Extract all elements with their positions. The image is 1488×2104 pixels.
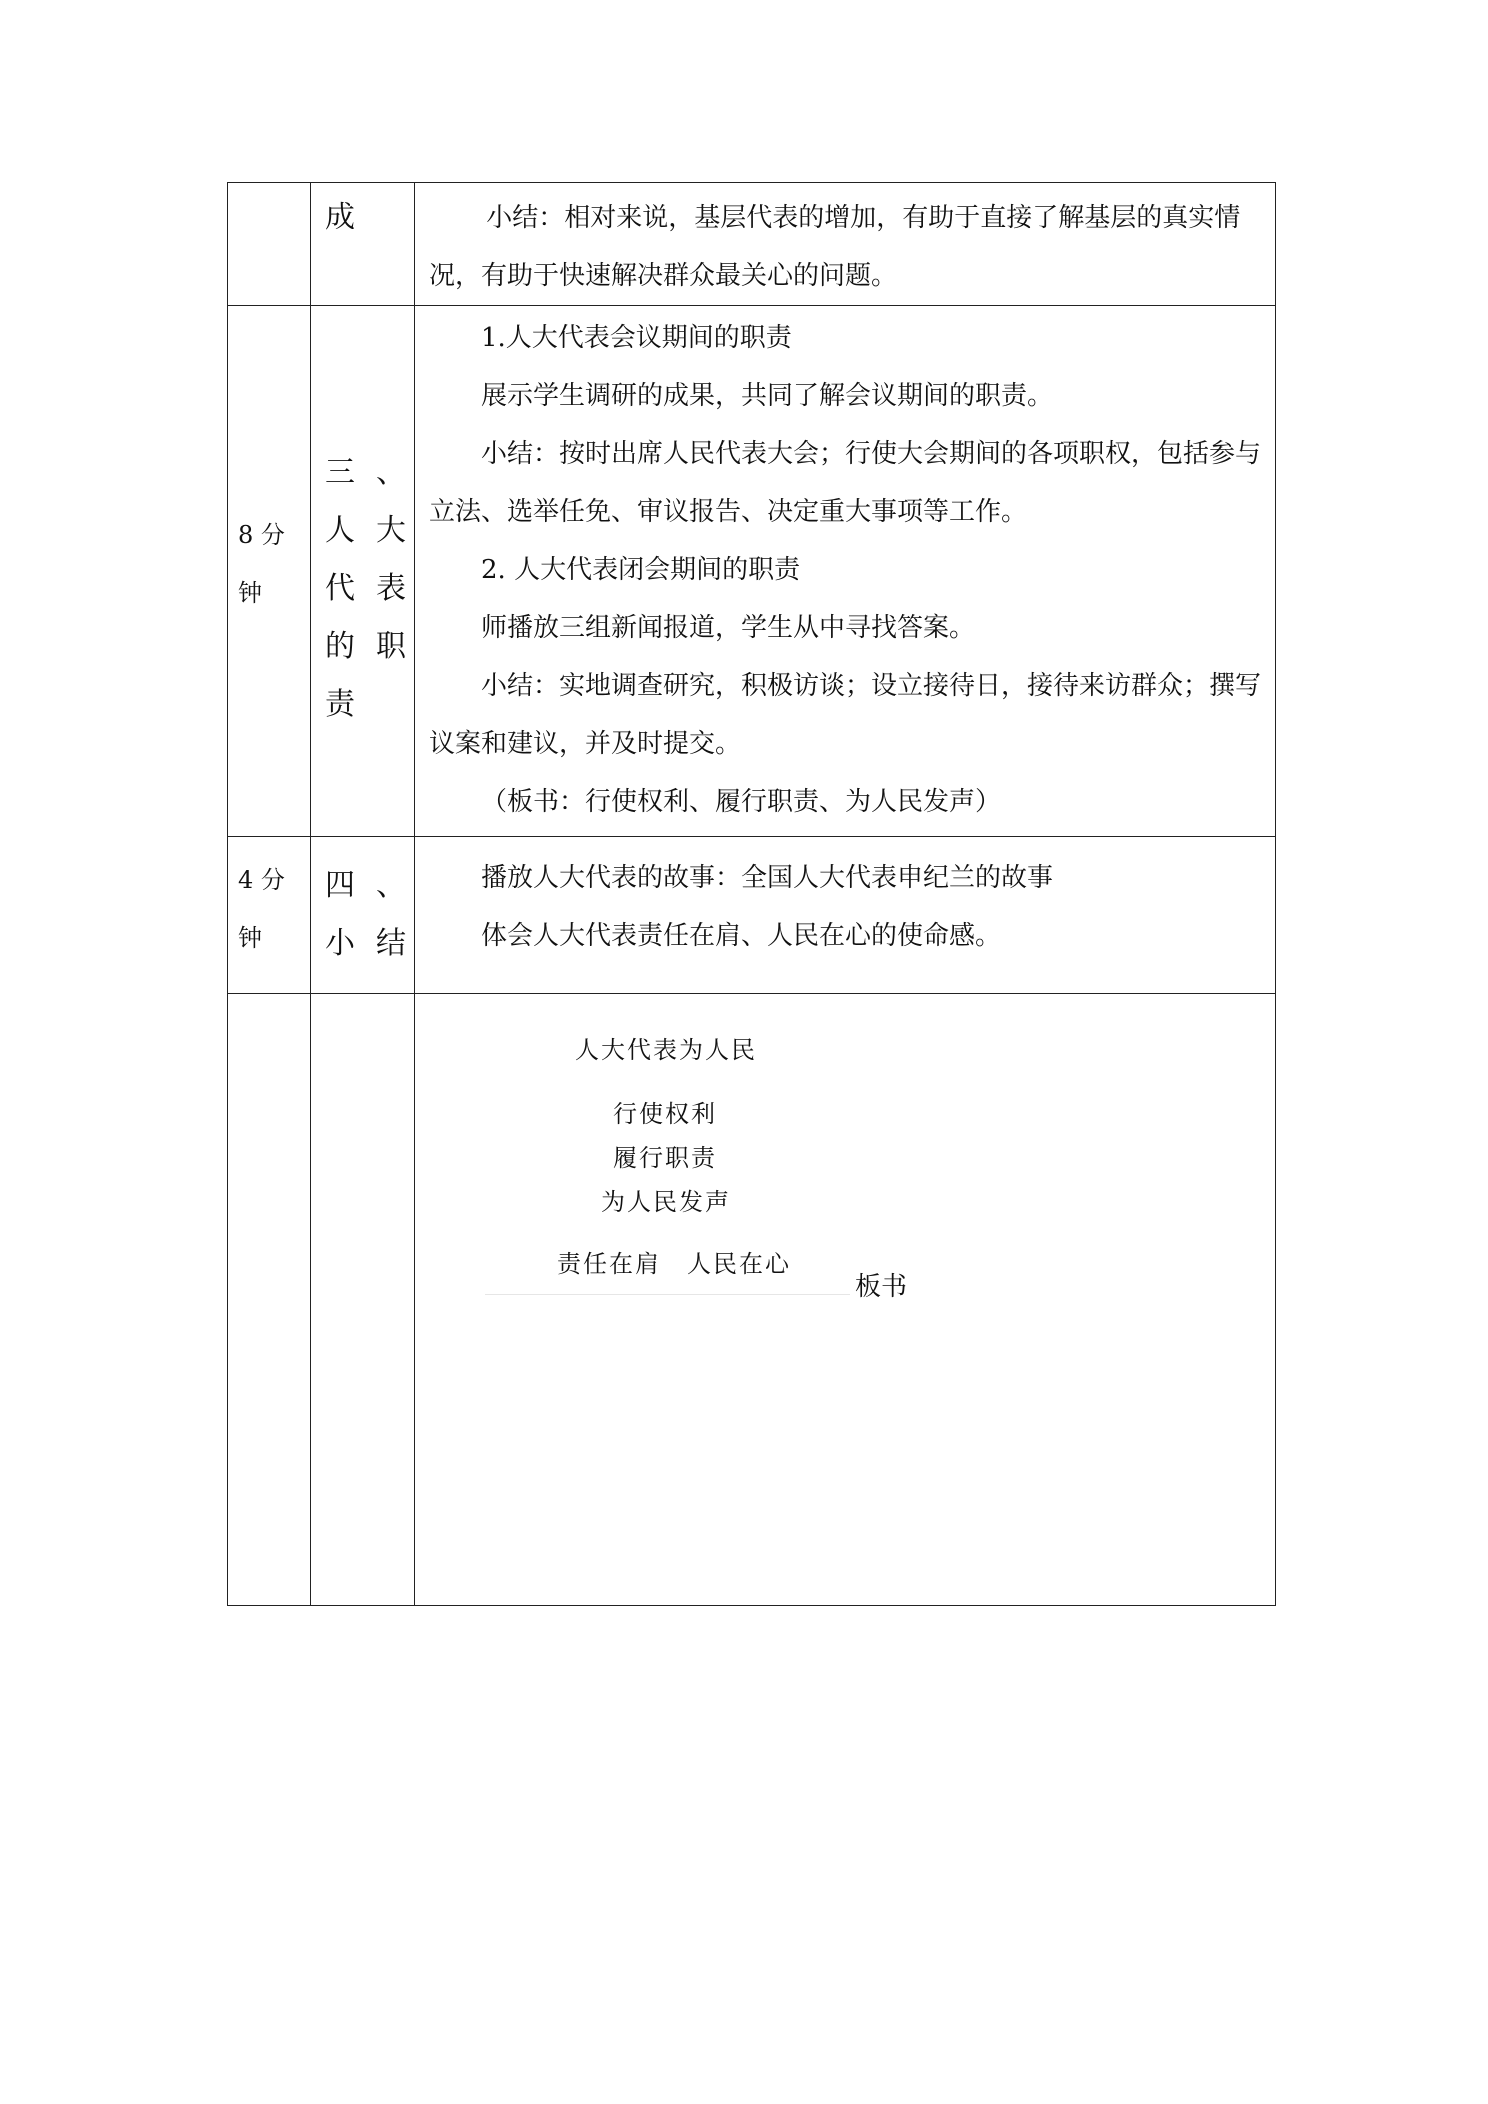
content-paragraph: 展示学生调研的成果，共同了解会议期间的职责。 [481,381,1054,411]
board-item: 行使权利 [613,1100,717,1128]
content-cell [415,306,1276,837]
table-row [228,837,1276,994]
board-motto: 责任在肩 人民在心 [557,1250,791,1278]
time-cell: 8 分钟 [228,306,311,837]
table-row [228,183,1276,306]
time-cell [228,994,311,1606]
board-label: 板书 [855,1272,908,1302]
time-cell: 4 分钟 [228,837,311,994]
blackboard-cell [415,994,1276,1606]
section-title: 成 [325,200,355,235]
content-cell [415,183,1276,306]
table-row [228,306,1276,837]
section-cell [311,306,415,837]
section-title: 三、人大代表的职责 [325,455,406,722]
content-paragraph: 1.人大代表会议期间的职责 [481,323,792,353]
time-cell [228,183,311,306]
content-paragraph: 小结：实地调查研究，积极访谈；设立接待日，接待来访群众；撰写议案和建议，并及时提交。 [429,671,1262,759]
table-row [228,994,1276,1606]
content-paragraph: 师播放三组新闻报道，学生从中寻找答案。 [481,613,976,643]
content-paragraph: 小结：相对来说，基层代表的增加，有助于直接了解基层的真实情况，有助于快速解决群众最关心的问题。 [429,203,1241,291]
board-item: 履行职责 [613,1144,717,1172]
content-paragraph: 小结：按时出席人民代表大会；行使大会期间的各项职权，包括参与立法、选举任免、审议报告、决定重大事项等工作。 [429,439,1262,527]
board-divider [485,1294,850,1295]
section-cell [311,994,415,1606]
content-paragraph: 2. 人大代表闭会期间的职责 [481,555,801,585]
board-title: 人大代表为人民 [575,1036,757,1064]
section-title: 四、小结 [325,868,406,961]
section-cell [311,183,415,306]
content-paragraph: （板书：行使权利、履行职责、为人民发声） [481,787,1002,817]
content-paragraph: 播放人大代表的故事：全国人大代表申纪兰的故事 [481,863,1054,893]
board-item: 为人民发声 [601,1188,731,1216]
section-cell [311,837,415,994]
content-cell [415,837,1276,994]
lesson-plan-table [227,182,1276,1606]
content-paragraph: 体会人大代表责任在肩、人民在心的使命感。 [481,921,1002,951]
